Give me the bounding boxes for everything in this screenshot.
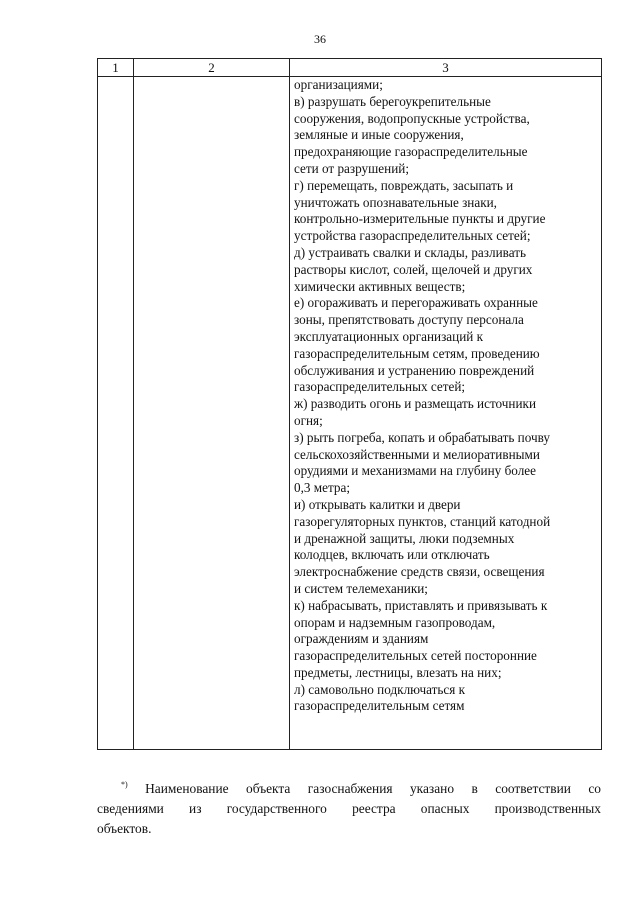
footnote bbox=[97, 775, 601, 839]
restriction-line: земляные и иные сооружения, bbox=[294, 127, 464, 143]
restriction-line: колодцев, включать или отключать bbox=[294, 547, 490, 563]
restriction-line: предметы, лестницы, влезать на них; bbox=[294, 664, 502, 680]
restrictions-text bbox=[290, 77, 601, 715]
restriction-line: газораспределительным сетям bbox=[294, 698, 465, 714]
table-row bbox=[98, 77, 602, 750]
restriction-line: газораспределительным сетям, проведению bbox=[294, 345, 540, 361]
page-number: 36 bbox=[314, 32, 326, 46]
restriction-line: к) набрасывать, приставлять и привязывать к bbox=[294, 597, 548, 613]
restriction-line: уничтожать опознавательные знаки, bbox=[294, 194, 497, 210]
restriction-line: сельскохозяйственными и мелиоративными bbox=[294, 446, 540, 462]
restriction-line: организациями; bbox=[294, 77, 383, 92]
footnote-line-2: сведениями из государственного реестра опасных производственных bbox=[97, 801, 601, 816]
table-header-row bbox=[98, 59, 602, 77]
restriction-line: опорам и надземным газопроводам, bbox=[294, 614, 496, 630]
cell-col-3 bbox=[290, 77, 602, 750]
restriction-line: электроснабжение средств связи, освещения bbox=[294, 564, 545, 580]
restriction-line: устройства газораспределительных сетей; bbox=[294, 228, 531, 244]
cell-col-2 bbox=[134, 77, 290, 750]
restriction-line: и систем телемеханики; bbox=[294, 580, 428, 596]
restriction-line: ж) разводить огонь и размещать источники bbox=[294, 396, 537, 412]
restriction-line: эксплуатационных организаций к bbox=[294, 328, 484, 344]
cell-col-1 bbox=[98, 77, 134, 750]
restriction-line: контрольно-измерительные пункты и другие bbox=[294, 211, 546, 227]
restriction-line: предохраняющие газораспределительные bbox=[294, 144, 528, 160]
restriction-line: газорегуляторных пунктов, станций катодной bbox=[294, 513, 551, 529]
restriction-line: огня; bbox=[294, 412, 323, 428]
restriction-line: г) перемещать, повреждать, засыпать и bbox=[294, 177, 514, 193]
restriction-line: сети от разрушений; bbox=[294, 160, 409, 176]
restriction-line: орудиями и механизмами на глубину более bbox=[294, 463, 536, 479]
restriction-line: в) разрушать берегоукрепительные bbox=[294, 93, 491, 109]
restriction-line: зоны, препятствовать доступу персонала bbox=[294, 312, 524, 328]
restriction-line: 0,3 метра; bbox=[294, 480, 351, 496]
col-header-3: 3 bbox=[290, 59, 602, 77]
restriction-line: и дренажной защиты, люки подземных bbox=[294, 530, 515, 546]
restriction-line: л) самовольно подключаться к bbox=[294, 681, 466, 697]
restriction-line: растворы кислот, солей, щелочей и других bbox=[294, 261, 533, 277]
restriction-line: и) открывать калитки и двери bbox=[294, 496, 461, 512]
restriction-line: сооружения, водопропускные устройства, bbox=[294, 110, 530, 126]
restriction-line: газораспределительных сетей посторонние bbox=[294, 648, 537, 664]
restriction-line: ограждениям и зданиям bbox=[294, 631, 429, 647]
footnote-line-3: объектов. bbox=[97, 821, 152, 836]
footnote-line-1-text: Наименование объекта газоснабжения указано в соответствии со bbox=[145, 781, 602, 796]
restriction-line: газораспределительных сетей; bbox=[294, 379, 466, 395]
regulation-table bbox=[97, 58, 602, 750]
restriction-line: обслуживания и устранению повреждений bbox=[294, 362, 535, 378]
restriction-line: д) устраивать свалки и склады, разливать bbox=[294, 244, 526, 260]
restriction-line: е) огораживать и перегораживать охранные bbox=[294, 295, 538, 311]
col-header-1: 1 bbox=[98, 59, 134, 77]
footnote-marker: *) bbox=[121, 780, 128, 789]
restriction-line: з) рыть погреба, копать и обрабатывать почву bbox=[294, 429, 550, 445]
restriction-line: химически активных веществ; bbox=[294, 278, 466, 294]
col-header-2: 2 bbox=[134, 59, 290, 77]
footnote-line-1 bbox=[97, 775, 601, 799]
